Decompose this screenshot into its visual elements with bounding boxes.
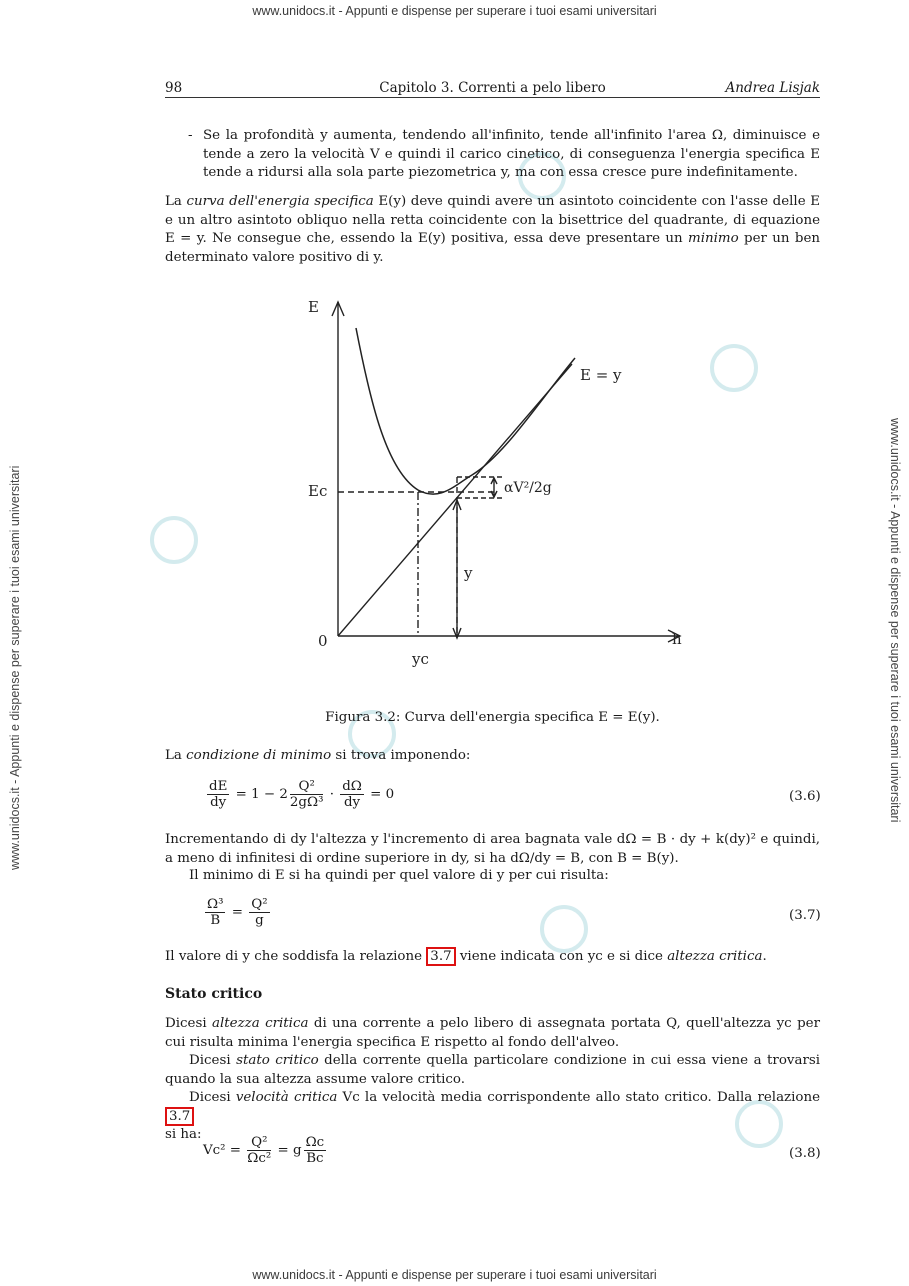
paragraph-curve: La curva dell'energia specifica E(y) deve quindi avere un asintoto coincidente con l'asse delle E e un altro asintoto obliquo nella retta coincidente con la bisettrice del quadrante, di equazione E = y. Ne consegue che, essendo la E(y) positiva, essa deve presentare un minimo per un ben determinato valore positivo di y. [165, 194, 820, 265]
label-origin: 0 [318, 632, 328, 650]
equation-number-3-8: (3.8) [789, 1146, 821, 1161]
watermark-bottom: www.unidocs.it - Appunti e dispense per superare i tuoi esami universitari [252, 1268, 657, 1282]
section-title: Stato critico [165, 986, 263, 1002]
paragraph-critical-height: Il valore di y che soddisfa la relazione 3.7 viene indicata con yc e si dice altezza critica. [165, 949, 767, 964]
paragraph-minimum-e: Il minimo di E si ha quindi per quel valore di y per cui risulta: [189, 868, 609, 883]
equation-3-8: Vc² = $\frac{\text{Q²}}{\text{Ωc²}}$ = g $\frac{\Omega c}{Bc}$ [203, 1135, 325, 1166]
label-e-eq-y: E = y [580, 366, 622, 384]
watermark-logo-icon [710, 344, 758, 392]
figure-caption: Figura 3.2: Curva dell'energia specifica E = E(y). [325, 710, 660, 725]
watermark-right: www.unidocs.it - Appunti e dispense per superare i tuoi esami universitari [888, 418, 902, 823]
equation-3-7: $\frac{\text{Ω³}}{B}$ = $\frac{\text{Q²}}{g}$ [207, 897, 268, 928]
equation-number-3-7: (3.7) [789, 908, 821, 923]
paragraph-increment: Incrementando di dy l'altezza y l'incremento di area bagnata vale dΩ = B · dy + k(dy)² e quindi, a meno di infinitesi di ordine superiore in dy, si ha dΩ/dy = B, con B = B(y). [165, 832, 820, 866]
paragraph-minimo: La condizione di minimo si trova imponendo: [165, 748, 471, 763]
equation-ref-link[interactable]: 3.7 [426, 947, 455, 966]
chapter-title: Capitolo 3. Correnti a pelo libero [379, 80, 606, 96]
watermark-logo-icon [540, 905, 588, 953]
paragraph-velocita-critica: Dicesi velocità critica Vc la velocità media corrispondente allo stato critico. Dalla relazione 3.7 si ha: [165, 1090, 821, 1142]
paragraph-altezza-critica: Dicesi altezza critica di una corrente a pelo libero di assegnata portata Q, quell'altezza yc per cui risulta minima l'energia specifica E rispetto al fondo dell'alveo. [165, 1016, 820, 1050]
page-header [165, 80, 820, 98]
label-yc: yc [412, 650, 429, 668]
watermark-top: www.unidocs.it - Appunti e dispense per superare i tuoi esami universitari [252, 4, 657, 18]
equation-3-6: $\frac{dE}{dy}$ = 1 − 2 $\frac{\text{Q²}}{\text{2gΩ³}}$ · $\frac{d\Omega}{dy}$ = 0 [209, 779, 395, 810]
author-name: Andrea Lisjak [725, 80, 820, 96]
page-number: 98 [165, 80, 183, 96]
term-minimo: minimo [688, 231, 739, 246]
bullet-item: - Se la profondità y aumenta, tendendo all'infinito, tende all'infinito l'area Ω, diminuisce e tende a zero la velocità V e quindi il carico cinetico, di conseguenza l'energia specifica E tende a ridursi alla sola parte piezometrica y, ma con essa cresce pure indefinitamente. [188, 127, 820, 183]
paragraph-stato-critico: Dicesi stato critico della corrente quella particolare condizione in cui essa viene a trovarsi quando la sua altezza assume valore critico. [165, 1053, 820, 1087]
energy-curve [356, 328, 575, 494]
equation-number-3-6: (3.6) [789, 789, 821, 804]
equation-ref-link[interactable]: 3.7 [165, 1107, 194, 1126]
label-h-axis: h [672, 630, 682, 648]
bullet-text: Se la profondità y aumenta, tendendo all'infinito, tende all'infinito l'area Ω, diminuisce e tende a zero la velocità V e quindi il carico cinetico, di conseguenza l'energia specifica E tende a ridursi alla sola parte piezometrica y, ma con essa cresce pure indefinitamente. [203, 128, 820, 180]
term-curve: curva dell'energia specifica [186, 194, 374, 209]
label-y: y [464, 564, 473, 582]
label-ec: Ec [308, 482, 328, 500]
label-alpha: αV²/2g [504, 480, 552, 496]
energy-curve-figure [290, 280, 710, 690]
watermark-logo-icon [150, 516, 198, 564]
label-e-axis: E [308, 298, 319, 316]
watermark-left: www.unidocs.it - Appunti e dispense per superare i tuoi esami universitari [8, 465, 22, 870]
